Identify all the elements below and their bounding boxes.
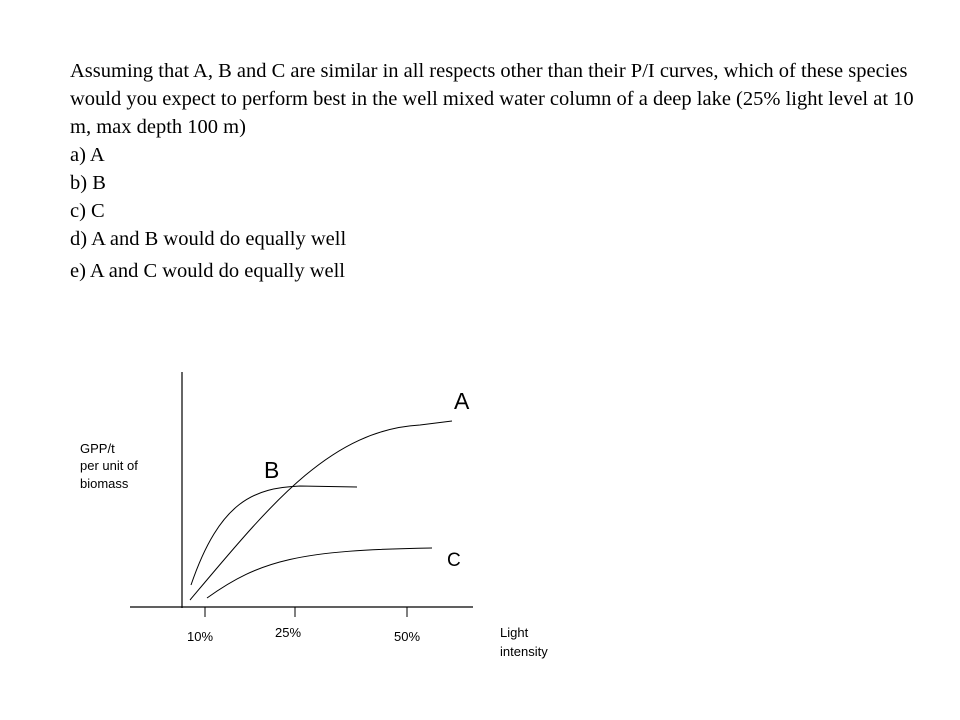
x-label-line-1: Light <box>500 625 529 640</box>
curve-c <box>207 548 432 598</box>
option-e: e) A and C would do equally well <box>70 260 345 282</box>
option-b: b) B <box>70 172 106 194</box>
y-label-line-3: biomass <box>80 476 129 491</box>
curve-label-b: B <box>264 457 280 483</box>
curve-a <box>190 421 452 600</box>
tick-label-50: 50% <box>394 629 421 644</box>
x-label-line-2: intensity <box>500 644 548 659</box>
option-c: c) C <box>70 200 105 222</box>
y-label-line-2: per unit of <box>80 458 138 473</box>
option-a: a) A <box>70 144 105 166</box>
curve-b <box>191 486 357 585</box>
tick-label-10: 10% <box>187 629 214 644</box>
option-d: d) A and B would do equally well <box>70 228 347 250</box>
y-label-line-1: GPP/t <box>80 441 115 456</box>
tick-label-25: 25% <box>275 625 302 640</box>
question-stem: Assuming that A, B and C are similar in all respects other than their P/I curves, which of these species would you expect to perform best in the well mixed water column of a deep lake (25% light level at 10 m, max depth 100 m) <box>70 60 914 138</box>
curve-label-c: C <box>447 550 461 571</box>
curve-label-a: A <box>454 388 470 414</box>
